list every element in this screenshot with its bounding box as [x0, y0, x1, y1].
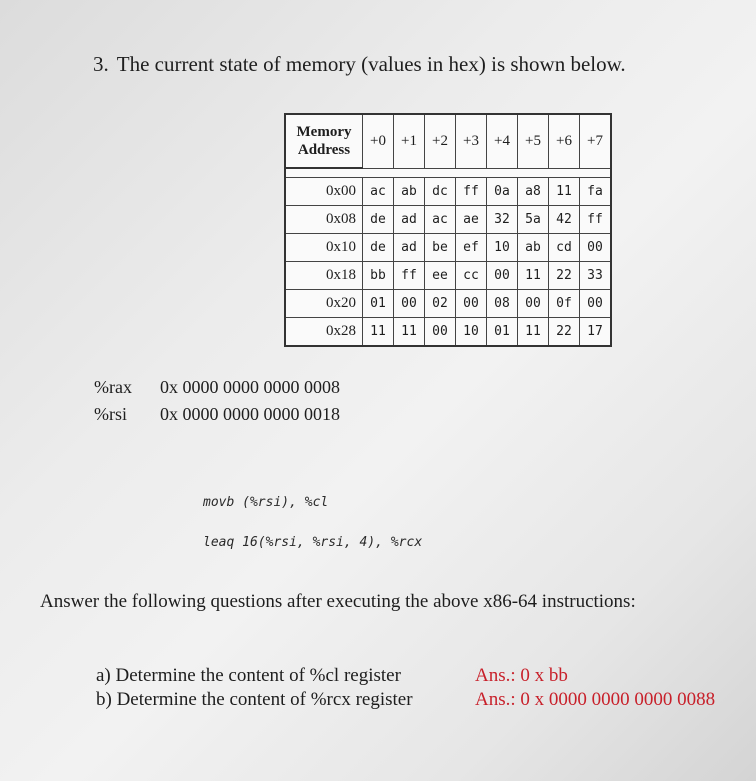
offset-header: +7	[580, 114, 612, 168]
answer-text: Ans.: 0 x bb	[475, 665, 568, 686]
question-text: Determine the content of %rcx register	[116, 689, 413, 710]
value-cell: 11	[549, 178, 580, 206]
code-line-movb: movb (%rsi), %cl	[203, 495, 329, 510]
value-cell: de	[363, 206, 394, 234]
value-cell: 11	[518, 318, 549, 347]
table-row	[285, 262, 611, 290]
value-cell: 02	[425, 290, 456, 318]
register-name: %rsi	[94, 404, 127, 424]
value-cell: 5a	[518, 206, 549, 234]
value-cell: 01	[487, 318, 518, 347]
value-cell: 08	[487, 290, 518, 318]
value-cell: ab	[394, 178, 425, 206]
value-cell: 00	[518, 290, 549, 318]
register-rsi	[94, 404, 340, 425]
value-cell: ad	[394, 234, 425, 262]
value-cell: 33	[580, 262, 612, 290]
question-text: The current state of memory (values in hex) is shown below.	[116, 52, 626, 76]
value-cell: fa	[580, 178, 612, 206]
instructions-text: Answer the following questions after executing the above x86-64 instructions:	[40, 591, 636, 612]
value-cell: 11	[363, 318, 394, 347]
address-cell: 0x20	[285, 290, 363, 318]
offset-header: +3	[456, 114, 487, 168]
register-value: 0x 0000 0000 0000 0018	[160, 404, 340, 424]
memory-table	[284, 113, 612, 347]
question-number: 3.	[93, 52, 109, 76]
value-cell: 00	[425, 318, 456, 347]
value-cell: dc	[425, 178, 456, 206]
value-cell: 00	[456, 290, 487, 318]
value-cell: 11	[518, 262, 549, 290]
value-cell: 0a	[487, 178, 518, 206]
offset-header: +2	[425, 114, 456, 168]
value-cell: ff	[456, 178, 487, 206]
address-cell: 0x28	[285, 318, 363, 347]
offset-header: +4	[487, 114, 518, 168]
value-cell: de	[363, 234, 394, 262]
value-cell: 00	[394, 290, 425, 318]
table-row	[285, 318, 611, 347]
table-row	[285, 234, 611, 262]
question-label: b)	[96, 689, 112, 710]
register-value: 0x 0000 0000 0000 0008	[160, 377, 340, 397]
value-cell: 11	[394, 318, 425, 347]
register-rax	[94, 377, 340, 398]
question-label: a)	[96, 665, 111, 686]
address-cell: 0x08	[285, 206, 363, 234]
value-cell: ee	[425, 262, 456, 290]
value-cell: ff	[580, 206, 612, 234]
value-cell: cc	[456, 262, 487, 290]
question-a	[96, 665, 568, 687]
value-cell: 22	[549, 318, 580, 347]
offset-header: +0	[363, 114, 394, 168]
value-cell: ae	[456, 206, 487, 234]
header-line-1: Memory	[296, 124, 352, 140]
table-row	[285, 290, 611, 318]
value-cell: 42	[549, 206, 580, 234]
value-cell: ef	[456, 234, 487, 262]
value-cell: 01	[363, 290, 394, 318]
value-cell: 00	[487, 262, 518, 290]
answer-text: Ans.: 0 x 0000 0000 0000 0088	[475, 689, 716, 710]
value-cell: ff	[394, 262, 425, 290]
value-cell: ac	[425, 206, 456, 234]
value-cell: 00	[580, 290, 612, 318]
memory-address-header	[285, 114, 363, 168]
table-spacer	[285, 168, 611, 178]
value-cell: 00	[580, 234, 612, 262]
address-cell: 0x00	[285, 178, 363, 206]
value-cell: ac	[363, 178, 394, 206]
value-cell: 17	[580, 318, 612, 347]
value-cell: 22	[549, 262, 580, 290]
value-cell: ab	[518, 234, 549, 262]
question-text: Determine the content of %cl register	[115, 665, 401, 686]
offset-header: +5	[518, 114, 549, 168]
table-row	[285, 178, 611, 206]
value-cell: 32	[487, 206, 518, 234]
value-cell: 0f	[549, 290, 580, 318]
code-line-leaq: leaq 16(%rsi, %rsi, 4), %rcx	[203, 535, 423, 550]
header-line-2: Address	[297, 142, 351, 158]
table-header-row	[285, 114, 611, 168]
value-cell: 10	[456, 318, 487, 347]
register-name: %rax	[94, 377, 132, 397]
value-cell: a8	[518, 178, 549, 206]
value-cell: bb	[363, 262, 394, 290]
offset-header: +6	[549, 114, 580, 168]
address-cell: 0x18	[285, 262, 363, 290]
value-cell: cd	[549, 234, 580, 262]
offset-header: +1	[394, 114, 425, 168]
value-cell: ad	[394, 206, 425, 234]
value-cell: 10	[487, 234, 518, 262]
question-b	[96, 689, 716, 711]
table-row	[285, 206, 611, 234]
value-cell: be	[425, 234, 456, 262]
address-cell: 0x10	[285, 234, 363, 262]
question-title	[93, 52, 626, 77]
